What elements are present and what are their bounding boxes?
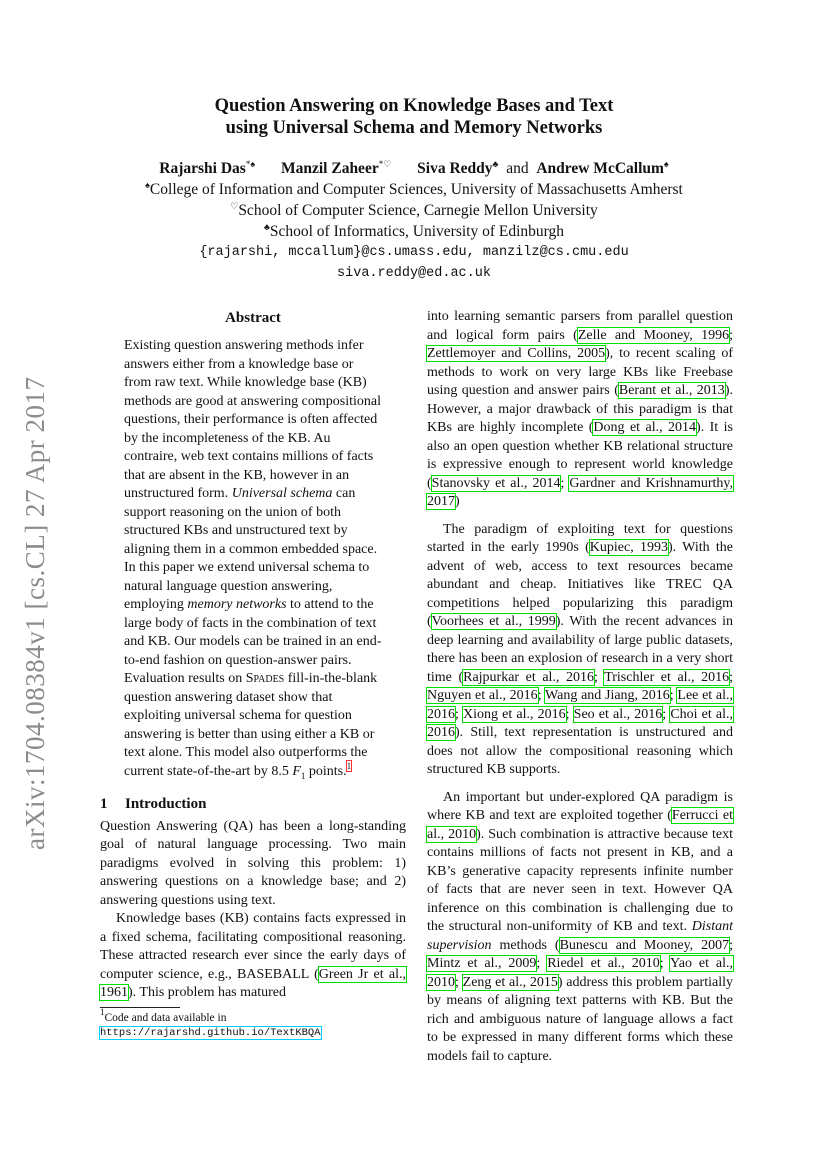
author-1: Rajarshi Das bbox=[159, 160, 246, 177]
citation-link[interactable]: Dong et al., 2014 bbox=[593, 420, 697, 435]
r2-text-b: ). With the advent of web, access to text resources became abundant and cheap. Initiatives like TREC QA competitions helped popularizing this paradigm ( bbox=[427, 540, 733, 629]
citation-link[interactable]: Xiong et al., 2016 bbox=[463, 706, 566, 722]
section-number: 1 bbox=[100, 795, 108, 812]
r1-text-a: into learning semantic parsers from parallel question and logical form pairs ( bbox=[427, 309, 733, 343]
abstract-text-2: can support reasoning on the union of both structured KBs and unstructured text by aligning them in a common embedded space. In this paper we extend universal schema to natural language question answering, employing bbox=[124, 486, 378, 612]
affiliation-2-text: School of Computer Science, Carnegie Mellon University bbox=[238, 202, 598, 219]
abstract-heading: Abstract bbox=[225, 310, 281, 326]
citation-link[interactable]: Bunescu and Mooney, 2007 bbox=[559, 937, 730, 953]
r3-text-d: ) address this problem partially by means of aligning text patterns with KB. But the rich and ambiguous nature of language allows a fact to be expressed in many different forms which these models fail to capture. bbox=[427, 974, 733, 1064]
footnote-rule bbox=[100, 1007, 180, 1008]
r3-text-c: methods ( bbox=[491, 937, 560, 953]
r3-text-b: ). Such combination is attractive because text contains millions of facts not present in KB, and a KB’s generative capacity represents infinite number of facts that are never seen in text. However QA inference on this combination is challenging due to the structural non-uniformity of KB and text. bbox=[427, 826, 733, 934]
intro-paragraph-1: Question Answering (QA) has been a long-standing goal of natural language processing. Two main paradigms evolved in solving this problem: 1) answering questions on a knowledge base; and 2) answering questions using text. bbox=[100, 818, 406, 908]
affiliation-3-text: School of Informatics, University of Edinburgh bbox=[269, 223, 565, 240]
abstract-text-4: fill-in-the-blank question answering dataset show that exploiting universal schema for question answering is better than using either a KB or text alone. This model also outperforms the current state-of-the-art by 8.5 bbox=[124, 671, 378, 779]
abstract-body bbox=[124, 337, 382, 785]
paper-title bbox=[0, 95, 828, 139]
author-4-marks: ♠ bbox=[663, 159, 669, 169]
r2-text-c: ). With the recent advances in deep learning and availability of large public datasets, there has been an explosion of research in a very short time ( bbox=[427, 614, 733, 685]
r1-text-f: ) bbox=[455, 494, 460, 509]
title-line-1: Question Answering on Knowledge Bases and Text bbox=[214, 96, 614, 116]
citation-link[interactable]: Green Jr et al., 1961 bbox=[100, 966, 406, 1001]
citation-link[interactable]: Berant et al., 2013 bbox=[618, 383, 725, 398]
affiliation-1 bbox=[0, 179, 828, 200]
author-and: and bbox=[506, 160, 529, 177]
arxiv-identifier-stamp: arXiv:1704.08384v1 [cs.CL] 27 Apr 2017 bbox=[20, 376, 50, 850]
abstract-emphasis-memory-networks: memory networks bbox=[187, 597, 287, 612]
citation-link[interactable]: Zelle and Mooney, 1996 bbox=[577, 327, 730, 343]
abstract-text-3: to attend to the large body of facts in the combination of text and KB. Our models can be trained in an end-to-end fashion on question-answer pairs. Evaluation results on bbox=[124, 597, 382, 686]
author-names bbox=[0, 158, 828, 179]
citation-link[interactable]: Rajpurkar et al., 2016 bbox=[463, 669, 594, 685]
footnote-1 bbox=[100, 1006, 406, 1040]
citation-link[interactable]: Riedel et al., 2010 bbox=[547, 956, 660, 971]
citation-link[interactable]: Trischler et al., 2016 bbox=[604, 669, 730, 685]
right-column bbox=[427, 308, 733, 1066]
section-title: Introduction bbox=[125, 795, 207, 812]
footnote-number: 1 bbox=[100, 1006, 105, 1017]
r3-text-a: An important but under-explored QA paradigm is where KB and text are exploited together ( bbox=[427, 789, 733, 823]
citation-link[interactable]: Lee et al., 2016 bbox=[427, 688, 734, 722]
right-paragraph-1: into learning semantic parsers from parallel question and logical form pairs (Zelle and Mooney, 1996; Zettlemoyer and Collins, 2005), to recent scaling of methods to work on very large KBs like Freebase using question and answer pairs (Berant et al., 2013). However, a major drawback of this paradigm is that KBs are highly incomplete (Dong et al., 2014). It is also an open question whether KB relational structure is expressive enough to represent world knowledge (Stanovsky et al., 2014; Gardner and Krishnamurthy, 2017) bbox=[427, 309, 734, 509]
citation-link[interactable]: Voorhees et al., 1999 bbox=[431, 614, 556, 629]
citation-link[interactable]: Zeng et al., 2015 bbox=[462, 974, 558, 990]
intro-p2-text-a: Knowledge bases (KB) contains facts expressed in a fixed schema, facilitating compositional reasoning. These attracted research ever since the early days of computer science, e.g., BASEBALL ( bbox=[100, 911, 406, 982]
citation-link[interactable]: Yao et al., 2010 bbox=[427, 956, 733, 990]
author-2: Manzil Zaheer bbox=[280, 160, 379, 177]
citation-link[interactable]: Ferrucci et al., 2010 bbox=[427, 808, 734, 842]
affiliation-2 bbox=[0, 200, 828, 221]
affiliation-3-mark: ♣ bbox=[263, 222, 270, 232]
emphasis-distant-supervision: Distant supervision bbox=[427, 919, 733, 953]
abstract-dataset-name: Spades bbox=[245, 671, 285, 686]
citation-link[interactable]: Kupiec, 1993 bbox=[589, 540, 668, 555]
abstract-text-5: points. bbox=[305, 763, 347, 779]
author-3: Siva Reddy bbox=[417, 160, 493, 177]
author-emails-2: siva.reddy@ed.ac.uk bbox=[337, 266, 491, 281]
r1-text-d: ). However, a major drawback of this paradigm is that KBs are highly incomplete ( bbox=[427, 383, 733, 435]
footnote-link-1[interactable]: 1 bbox=[346, 760, 352, 771]
r1-text-e: ). It is also an open question whether KB relational structure is expressive enough to represent world knowledge ( bbox=[427, 420, 733, 491]
author-4: Andrew McCallum bbox=[536, 160, 664, 177]
r1-text-b: ), to recent scaling of methods to work on very large KBs like Freebase using question and answer pairs ( bbox=[427, 346, 733, 398]
affiliation-2-mark: ♡ bbox=[230, 201, 239, 211]
r2-text-a: The paradigm of exploiting text for questions started in the early 1990s ( bbox=[427, 521, 733, 555]
citation-link[interactable]: Zettlemoyer and Collins, 2005 bbox=[427, 346, 606, 361]
author-block bbox=[0, 158, 828, 284]
abstract-text-1: Existing question answering methods infer answers either from a knowledge base or from raw text. While knowledge base (KB) methods are good at answering compositional questions, their performance is often affected by the incompleteness of the KB. Au contraire, web text contains millions of facts that are absent in the KB, however in an unstructured form. bbox=[124, 338, 381, 501]
right-paragraph-2: The paradigm of exploiting text for questions started in the early 1990s (Kupiec, 1993). With the advent of web, access to text resources became abundant and cheap. Initiatives like TREC QA competitions helped popularizing this paradigm (Voorhees et al., 1999). With the recent advances in deep learning and availability of large public datasets, there has been an explosion of research in a very short time (Rajpurkar et al., 2016; Trischler et al., 2016; Nguyen et al., 2016; Wang and Jiang, 2016; Lee et al., 2016; Xiong et al., 2016; Seo et al., 2016; Choi et al., 2016). Still, text representation is unstructured and does not allow the compositional reasoning which structured KB supports. bbox=[427, 521, 734, 777]
citation-link[interactable]: Seo et al., 2016 bbox=[573, 706, 663, 722]
affiliation-1-text: College of Information and Computer Sciences, University of Massachusetts Amherst bbox=[149, 181, 683, 198]
footnote-text: Code and data available in bbox=[104, 1011, 227, 1024]
citation-link[interactable]: Mintz et al., 2009 bbox=[427, 956, 537, 971]
section-heading-introduction bbox=[100, 796, 406, 813]
citation-link[interactable]: Stanovsky et al., 2014 bbox=[431, 475, 561, 491]
author-1-marks: *♠ bbox=[245, 159, 256, 169]
abstract-emphasis-universal-schema: Universal schema bbox=[231, 486, 333, 501]
abstract-f1: F bbox=[292, 763, 301, 779]
affiliation-1-mark: ♠ bbox=[145, 180, 150, 190]
left-column bbox=[100, 308, 406, 1040]
author-emails-1: {rajarshi, mccallum}@cs.umass.edu, manzilz@cs.cmu.edu bbox=[199, 245, 629, 260]
author-3-marks: ♣ bbox=[492, 159, 499, 169]
citation-link[interactable]: Gardner and Krishnamurthy, 2017 bbox=[427, 475, 734, 509]
author-2-marks: *♡ bbox=[378, 159, 392, 169]
citation-link[interactable]: Wang and Jiang, 2016 bbox=[545, 688, 670, 703]
intro-paragraph-2 bbox=[100, 910, 406, 1003]
intro-p2-text-b: ). This problem has matured bbox=[128, 985, 286, 1001]
right-paragraph-3: An important but under-explored QA paradigm is where KB and text are exploited together (Ferrucci et al., 2010). Such combination is attractive because text contains millions of facts not present in KB, and a KB’s generative capacity represents infinite number of facts that are never seen in text. However QA inference on this combination is challenging due to the structural non-uniformity of KB and text. Distant supervision methods (Bunescu and Mooney, 2007; Mintz et al., 2009; Riedel et al., 2010; Yao et al., 2010; Zeng et al., 2015) address this problem partially by means of aligning text patterns with KB. But the rich and ambiguous nature of language allows a fact to be expressed in many different forms which these models fail to capture. bbox=[427, 789, 734, 1064]
affiliation-3 bbox=[0, 221, 828, 242]
footnote-url-link[interactable]: https://rajarshd.github.io/TextKBQA bbox=[100, 1026, 321, 1039]
title-line-2: using Universal Schema and Memory Networks bbox=[225, 118, 603, 138]
citation-link[interactable]: Nguyen et al., 2016 bbox=[427, 688, 538, 703]
abstract-f1-subscript: 1 bbox=[300, 770, 306, 781]
r2-text-d: ). Still, text representation is unstructured and does not allow the compositional reasoning which structured KB supports. bbox=[427, 725, 733, 777]
citation-link[interactable]: Choi et al., 2016 bbox=[427, 706, 734, 740]
